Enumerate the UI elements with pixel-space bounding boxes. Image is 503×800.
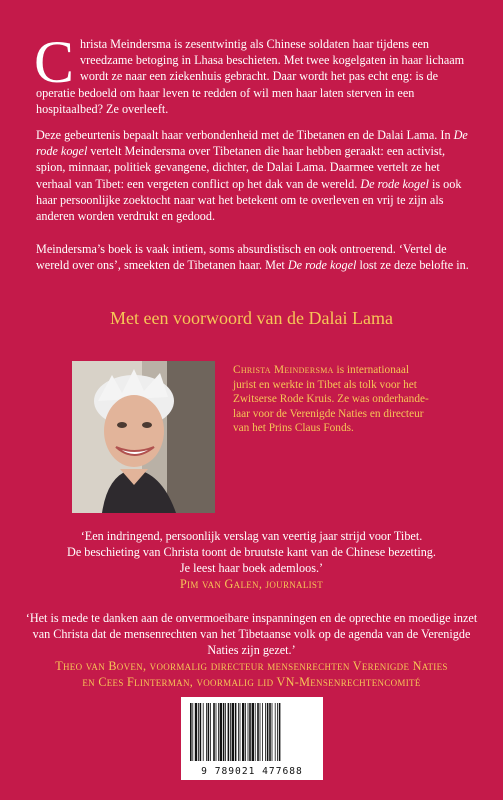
barcode-bar [218,703,219,761]
barcode-bars [189,703,315,761]
para3-text-a: Meindersma’s boek is vaak intiem, soms absurdistisch en ook ontroerend. ‘Vertel de wereld over ons’, smeekten de Tibetanen haar. Met [36,242,447,273]
barcode-bar [195,703,197,761]
quote2-author-2: en Cees Flinterman, voormalig lid VN-Mensenrechtencomité [82,675,421,689]
barcode-bar [269,703,271,761]
barcode-bar [267,703,269,761]
barcode-bar [279,703,281,761]
quote2-author-1: Theo van Boven, voormalig directeur mensenrechten Verenigde Naties [55,659,448,673]
para2-text-c: is ook haar persoonlijke zoektocht naar wat het betekent om te overleven en vrij te zijn als anderen worden verdrukt en gedood. [36,176,462,224]
barcode-bar [206,703,207,761]
review-quote-1 [0,528,503,592]
barcode-bar [203,703,204,761]
barcode-bar [262,703,263,761]
review-quote-2 [20,610,483,690]
foreword-heading: Met een voorwoord van de Dalai Lama [110,308,393,328]
intro-text: hrista Meindersma is zesentwintig als Chinese soldaten haar tijdens een vreedzame betoging in Lhasa beschieten. Met twee kogelgaten in haar lichaam wordt ze naar een ziekenhuis gebracht. Daar wordt het pas echt eng: is de operatie bedoeld om haar leven te redden of wil men haar laten sterven in een hospitaalbed? Ze overleeft. [36,37,465,116]
barcode-bar [255,703,256,761]
para2-text-b: vertelt Meindersma over Tibetanen die haar hebben geraakt: een activist, spion, minnaar, politiek gevangene, dichter, de Dalai Lama. Daarmee vertelt ze het verhaal van Tibet: een vergeten conflict op het dak van de wereld. [36,144,446,191]
barcode-bar [257,703,259,761]
barcode-bar [272,703,273,761]
barcode-bar [228,703,230,761]
intro-paragraph [34,29,473,117]
barcode-bar [265,703,266,761]
para2-text-a: Deze gebeurtenis bepaalt haar verbondenheid met de Tibetanen en de Dalai Lama. In [36,128,454,142]
drop-cap: C [34,29,75,95]
barcode-bar [260,703,261,761]
quote2-text: ‘Het is mede te danken aan de onvermoeibare inspanningen en de oprechte en moedige inzet van Christa dat de mensenrechten van het Tibetaanse volk op de agenda van de Verenigde Naties zijn gezet.’ [25,611,478,657]
barcode-bar [223,703,225,761]
barcode-bar [249,703,251,761]
quote1-author: Pim van Galen, journalist [179,577,324,591]
paragraph-3 [36,241,473,273]
barcode-bar [216,703,217,761]
barcode-bar [225,703,226,761]
barcode-bar [238,703,239,761]
barcode-bar [245,703,246,761]
isbn-number: 9 789021 477688 [201,766,303,777]
barcode-bar [252,703,254,761]
barcode-bar [192,703,193,761]
author-bio-text: is internationaal jurist en werkte in Tibet als tolk voor het Zwitserse Rode Kruis. Ze was onderhande-laar voor de Verenigde Naties en directeur van het Prins Claus Fonds. [233,364,429,435]
author-name: Christa Meindersma [233,364,334,376]
barcode-bar [198,703,199,761]
barcode-bar [230,703,231,761]
barcode-bar [277,703,278,761]
isbn-barcode [181,697,323,780]
barcode-bar [232,703,234,761]
barcode-bar [190,703,192,761]
barcode-bar [240,703,241,761]
book-title-italic: De rode kogel [36,128,468,159]
para3-text-b: lost ze deze belofte in. [356,258,469,273]
barcode-bar [242,703,244,761]
author-photo [72,361,215,513]
author-portrait-illustration [72,361,215,513]
barcode-bar [210,703,211,761]
quote1-line1: ‘Een indringend, persoonlijk verslag van veertig jaar strijd voor Tibet. [80,529,423,543]
barcode-bar [220,703,222,761]
book-title-italic: De rode kogel [360,176,429,191]
paragraph-2 [36,127,473,224]
barcode-bar [213,703,215,761]
barcode-bar [275,703,276,761]
quote1-line2: De beschieting van Christa toont de bruutste kant van de Chinese bezetting. [67,545,436,559]
barcode-bar [235,703,237,761]
barcode-bar [200,703,202,761]
book-title-italic: De rode kogel [287,258,357,273]
quote1-line3: Je leest haar boek ademloos.’ [179,561,324,575]
barcode-bar [248,703,249,761]
author-bio [233,363,433,436]
barcode-bar [208,703,210,761]
